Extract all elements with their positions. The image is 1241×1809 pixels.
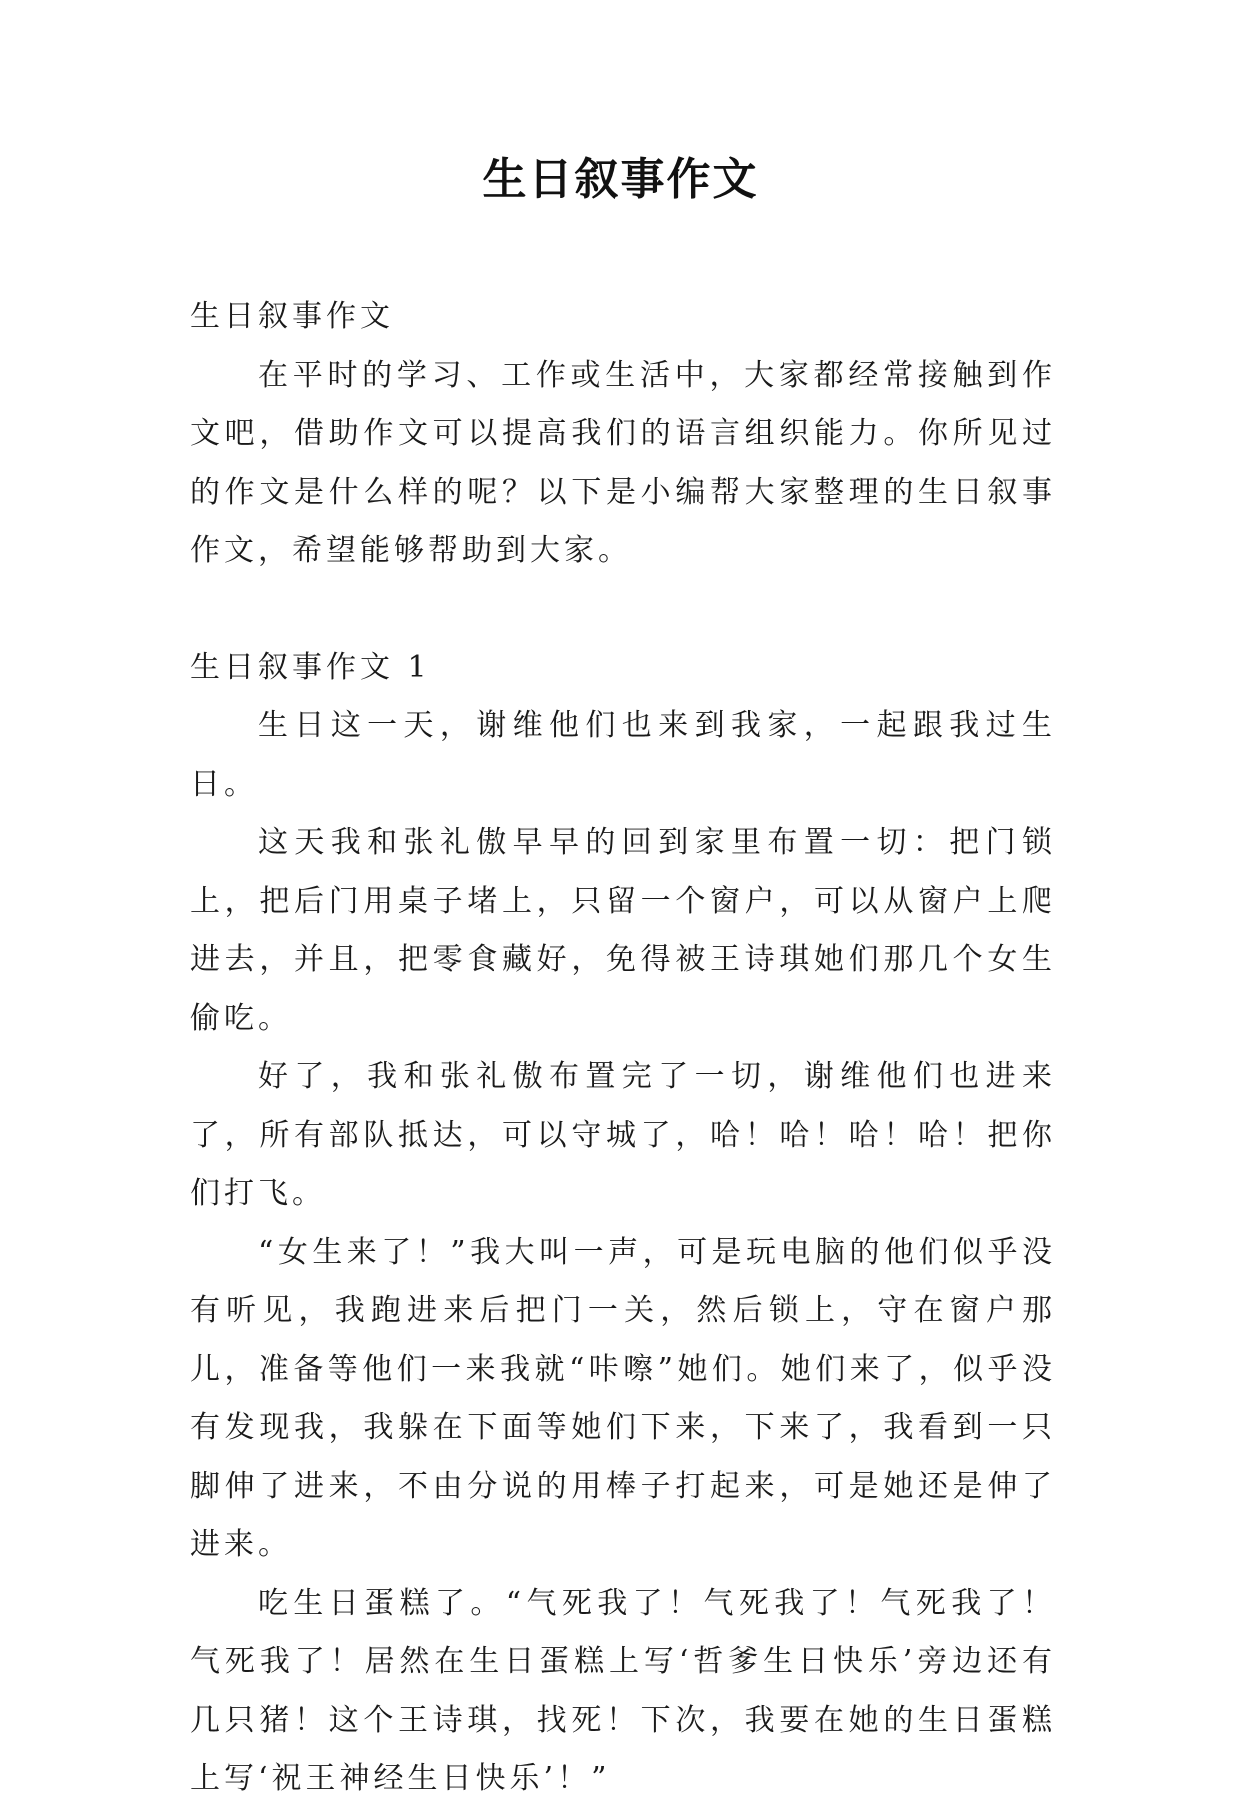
document-body <box>190 288 1056 1809</box>
essay-paragraph: “女生来了！”我大叫一声，可是玩电脑的他们似乎没有听见，我跑进来后把门一关，然后锁上，守在窗户那儿，准备等他们一来我就“咔嚓”她们。她们来了，似乎没有发现我，我躲在下面等她们下来，下来了，我看到一只脚伸了进来，不由分说的用棒子打起来，可是她还是伸了进来。 <box>190 1234 1056 1562</box>
essay-paragraph: 好了，我和张礼傲布置完了一切，谢维他们也进来了，所有部队抵达，可以守城了，哈！哈！哈！哈！把你们打飞。 <box>190 1059 1056 1211</box>
essay-paragraph: 生日这一天，谢维他们也来到我家，一起跟我过生日。 <box>190 708 1056 802</box>
document-title: 生日叙事作文 <box>482 154 759 205</box>
essay-paragraph: 这天我和张礼傲早早的回到家里布置一切：把门锁上，把后门用桌子堵上，只留一个窗户，可以从窗户上爬进去，并且，把零食藏好，免得被王诗琪她们那几个女生偷吃。 <box>190 825 1056 1036</box>
essay-paragraph: 吃生日蛋糕了。“气死我了！气死我了！气死我了！气死我了！居然在生日蛋糕上写‘哲爹生日快乐’旁边还有几只猪！这个王诗琪，找死！下次，我要在她的生日蛋糕上写‘祝王神经生日快乐’！” <box>190 1585 1056 1796</box>
section-heading: 生日叙事作文 <box>190 299 394 334</box>
essay-heading: 生日叙事作文 1 <box>190 649 431 685</box>
intro-paragraph: 在平时的学习、工作或生活中，大家都经常接触到作文吧，借助作文可以提高我们的语言组织能力。你所见过的作文是什么样的呢？以下是小编帮大家整理的生日叙事作文，希望能够帮助到大家。 <box>190 357 1056 568</box>
